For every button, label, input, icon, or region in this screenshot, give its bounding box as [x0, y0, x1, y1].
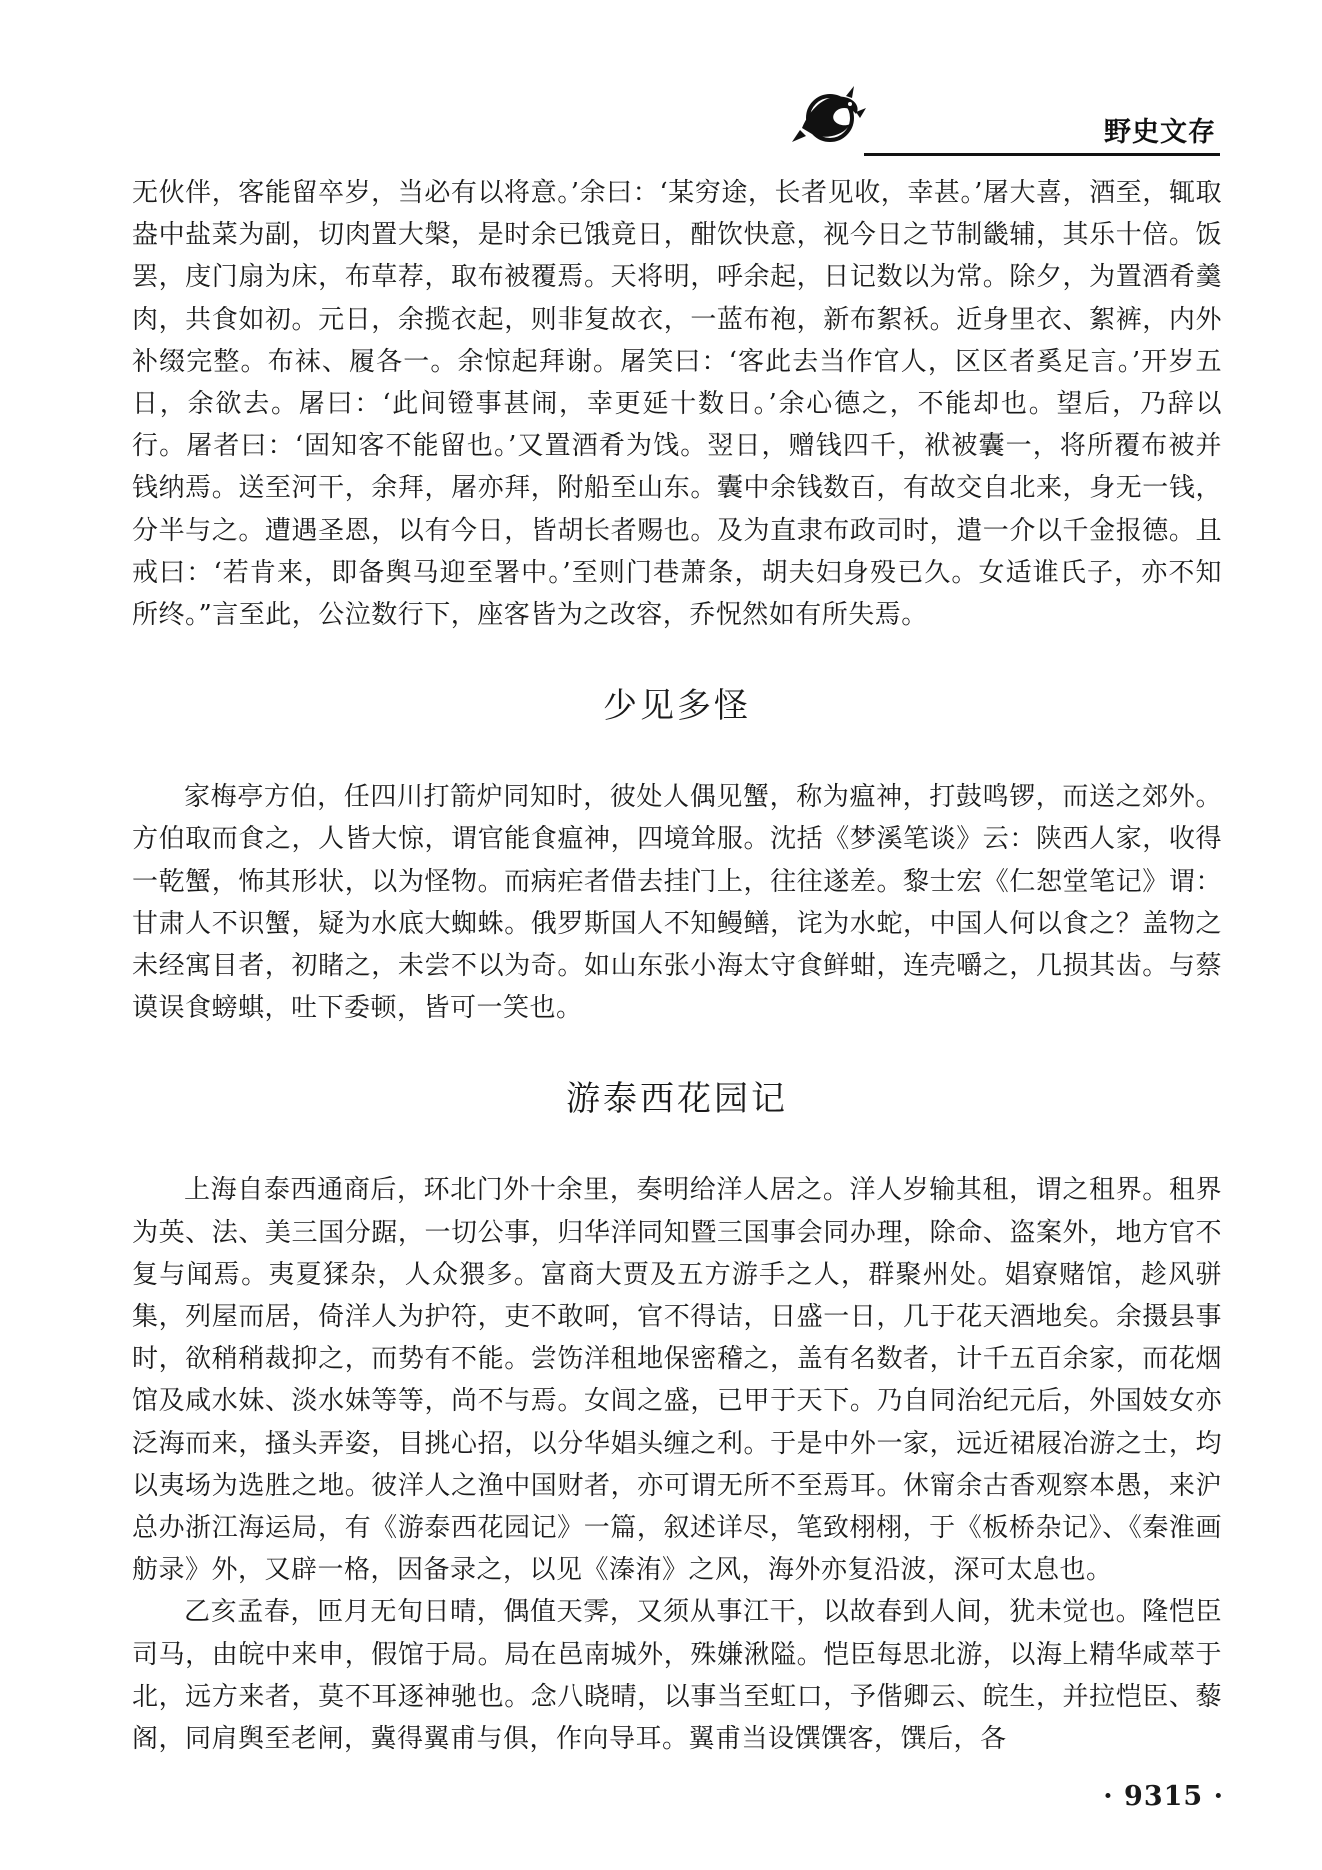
page-body	[132, 172, 1222, 1760]
section-title: 游泰西花园记	[566, 1079, 788, 1120]
section-paragraph: 家梅亭方伯，任四川打箭炉同知时，彼处人偶见蟹，称为瘟神，打鼓鸣锣，而送之郊外。方伯取而食之，人皆大惊，谓官能食瘟神，四境耸服。沈括《梦溪笔谈》云：陕西人家，收得一乾蟹，怖其形状，以为怪物。而病疟者借去挂门上，往往遂差。黎士宏《仁恕堂笔记》谓：甘肃人不识蟹，疑为水底大蜘蛛。俄罗斯国人不知鳗鳝，诧为水蛇，中国人何以食之？盖物之未经寓目者，初睹之，未尝不以为奇。如山东张小海太守食鲜蚶，连壳嚼之，几损其齿。与蔡谟误食螃蜞，吐下委顿，皆可一笑也。	[132, 782, 1222, 1024]
dragon-logo-icon	[790, 84, 868, 150]
section-paragraph: 乙亥孟春，匝月无旬日晴，偶值天霁，又须从事江干，以故春到人间，犹未觉也。隆恺臣司马，由皖中来申，假馆于局。局在邑南城外，殊嫌湫隘。恺臣每思北游，以海上精华咸萃于北，远方来者，莫不耳逐神驰也。念八晓晴，以事当至虹口，予偕卿云、皖生，并拉恺臣、藜阁，同肩舆至老闸，冀得翼甫与俱，作向导耳。翼甫当设馔馔客，馔后，各	[132, 1597, 1222, 1755]
continued-paragraph: 无伙伴，客能留卒岁，当必有以将意。’余曰：‘某穷途，长者见收，幸甚。’屠大喜，酒至，辄取盎中盐菜为副，切肉置大槃，是时余已饿竟日，酣饮快意，视今日之节制畿辅，其乐十倍。饭罢，庋门扇为床，布草荐，取布被覆焉。天将明，呼余起，日记数以为常。除夕，为置酒肴羹肉，共食如初。元日，余揽衣起，则非复故衣，一蓝布袍，新布絮袄。近身里衣、絮裤，内外补缀完整。布袜、履各一。余惊起拜谢。屠笑曰：‘客此去当作官人，区区者奚足言。’开岁五日，余欲去。屠曰：‘此间镫事甚闹，幸更延十数日。’余心德之，不能却也。望后，乃辞以行。屠者曰：‘固知客不能留也。’又置酒肴为饯。翌日，赠钱四千，袱被囊一，将所覆布被并钱纳焉。送至河干，余拜，屠亦拜，附船至山东。囊中余钱数百，有故交自北来，身无一钱，分半与之。遭遇圣恩，以有今日，皆胡长者赐也。及为直隶布政司时，遣一介以千金报德。且戒曰：‘若肯来，即备舆马迎至署中。’至则门巷萧条，胡夫妇身殁已久。女适谁氏子，亦不知所终。”言至此，公泣数行下，座客皆为之改容，乔怳然如有所失焉。	[132, 178, 1222, 631]
series-title: 野史文存	[1104, 117, 1216, 148]
section-title: 少见多怪	[603, 686, 751, 727]
section-paragraph: 上海自泰西通商后，环北门外十余里，奏明给洋人居之。洋人岁输其租，谓之租界。租界为英、法、美三国分踞，一切公事，归华洋同知暨三国事会同办理，除命、盗案外，地方官不复与闻焉。夷夏猱杂，人众猥多。富商大贾及五方游手之人，群聚州处。娼寮赌馆，趁风骈集，列屋而居，倚洋人为护符，吏不敢呵，官不得诘，日盛一日，几于花天酒地矣。余摄县事时，欲稍稍裁抑之，而势有不能。尝饬洋租地保密稽之，盖有名数者，计千五百余家，而花烟馆及咸水妹、淡水妹等等，尚不与焉。女闾之盛，已甲于天下。乃自同治纪元后，外国妓女亦泛海而来，搔头弄姿，目挑心招，以分华娼头缠之利。于是中外一家，远近裙屐冶游之士，均以夷场为选胜之地。彼洋人之渔中国财者，亦可谓无所不至焉耳。休甯余古香观察本愚，来沪总办浙江海运局，有《游泰西花园记》一篇，叙述详尽，笔致栩栩，于《板桥杂记》、《秦淮画舫录》外，又辟一格，因备录之，以见《溱洧》之风，海外亦复沿波，深可太息也。	[132, 1175, 1222, 1586]
page-header	[790, 84, 1220, 156]
header-rule	[864, 153, 1220, 156]
page-number: · 9315 ·	[1103, 1781, 1224, 1812]
